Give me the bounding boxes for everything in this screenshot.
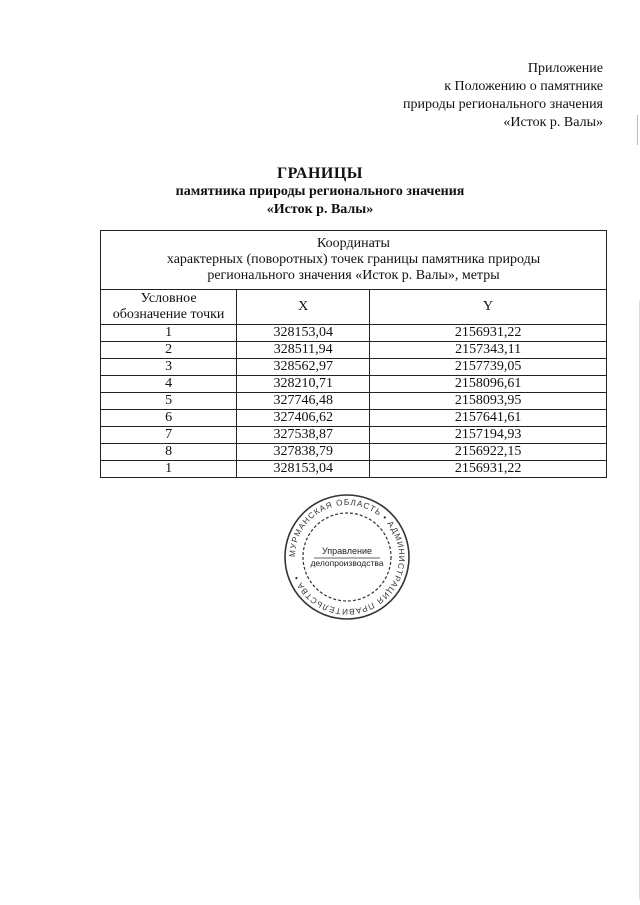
- scan-edge-mark: [637, 115, 638, 145]
- table-row: [101, 427, 607, 444]
- x-cell: 328153,04: [237, 461, 370, 478]
- appendix-line: «Исток р. Валы»: [503, 115, 603, 130]
- x-cell: 327838,79: [237, 444, 370, 461]
- y-cell: 2156931,22: [370, 325, 607, 342]
- point-id-cell: 8: [101, 444, 237, 461]
- x-cell: 328511,94: [237, 342, 370, 359]
- table-row: [101, 444, 607, 461]
- x-cell: 328153,04: [237, 325, 370, 342]
- title-main: ГРАНИЦЫ: [276, 165, 363, 182]
- caption-line: характерных (поворотных) точек границы памятника природы: [166, 252, 541, 267]
- office-stamp-seal: [282, 492, 412, 622]
- title-subtitle: «Исток р. Валы»: [266, 202, 374, 217]
- point-id-cell: 5: [101, 393, 237, 410]
- header-line: Условное: [140, 291, 197, 306]
- table-row: [101, 376, 607, 393]
- stamp-center-line2: делопроизводства: [310, 558, 384, 568]
- y-cell: 2156922,15: [370, 444, 607, 461]
- table-row: [101, 359, 607, 376]
- table-row: [101, 393, 607, 410]
- point-id-cell: 3: [101, 359, 237, 376]
- point-id-cell: 2: [101, 342, 237, 359]
- column-header-point: [101, 290, 237, 325]
- table-caption: [101, 231, 607, 290]
- x-cell: 327406,62: [237, 410, 370, 427]
- appendix-block: [343, 60, 603, 132]
- title-subtitle: памятника природы регионального значения: [175, 184, 465, 199]
- table-row: [101, 461, 607, 478]
- stamp-center-line1: Управление: [321, 546, 373, 556]
- stamp-inner-ring: [303, 513, 391, 601]
- y-cell: 2157739,05: [370, 359, 607, 376]
- y-cell: 2157343,11: [370, 342, 607, 359]
- x-cell: 327538,87: [237, 427, 370, 444]
- point-id-cell: 1: [101, 325, 237, 342]
- y-cell: 2158096,61: [370, 376, 607, 393]
- caption-line: Координаты: [317, 236, 390, 251]
- point-id-cell: 6: [101, 410, 237, 427]
- stamp-ring-textpath: МУРМАНСКАЯ ОБЛАСТЬ • АДМИНИСТРАЦИЯ ПРАВИТЕЛЬСТВА •: [287, 497, 407, 617]
- y-cell: 2157194,93: [370, 427, 607, 444]
- table-row: [101, 325, 607, 342]
- column-header-x: X: [237, 290, 370, 325]
- y-cell: 2158093,95: [370, 393, 607, 410]
- x-cell: 327746,48: [237, 393, 370, 410]
- column-header-y: Y: [370, 290, 607, 325]
- point-id-cell: 1: [101, 461, 237, 478]
- table-body: [101, 325, 607, 478]
- appendix-line: Приложение: [527, 61, 603, 76]
- point-id-cell: 7: [101, 427, 237, 444]
- x-cell: 328210,71: [237, 376, 370, 393]
- coordinates-table: [100, 230, 607, 478]
- document-title: [0, 165, 640, 219]
- header-line: обозначение точки: [112, 307, 225, 322]
- table-row: [101, 410, 607, 427]
- table-row: [101, 342, 607, 359]
- caption-line: регионального значения «Исток р. Валы», метры: [207, 268, 500, 283]
- x-cell: 328562,97: [237, 359, 370, 376]
- appendix-line: к Положению о памятнике: [444, 79, 603, 94]
- appendix-line: природы регионального значения: [403, 97, 603, 112]
- y-cell: 2157641,61: [370, 410, 607, 427]
- y-cell: 2156931,22: [370, 461, 607, 478]
- point-id-cell: 4: [101, 376, 237, 393]
